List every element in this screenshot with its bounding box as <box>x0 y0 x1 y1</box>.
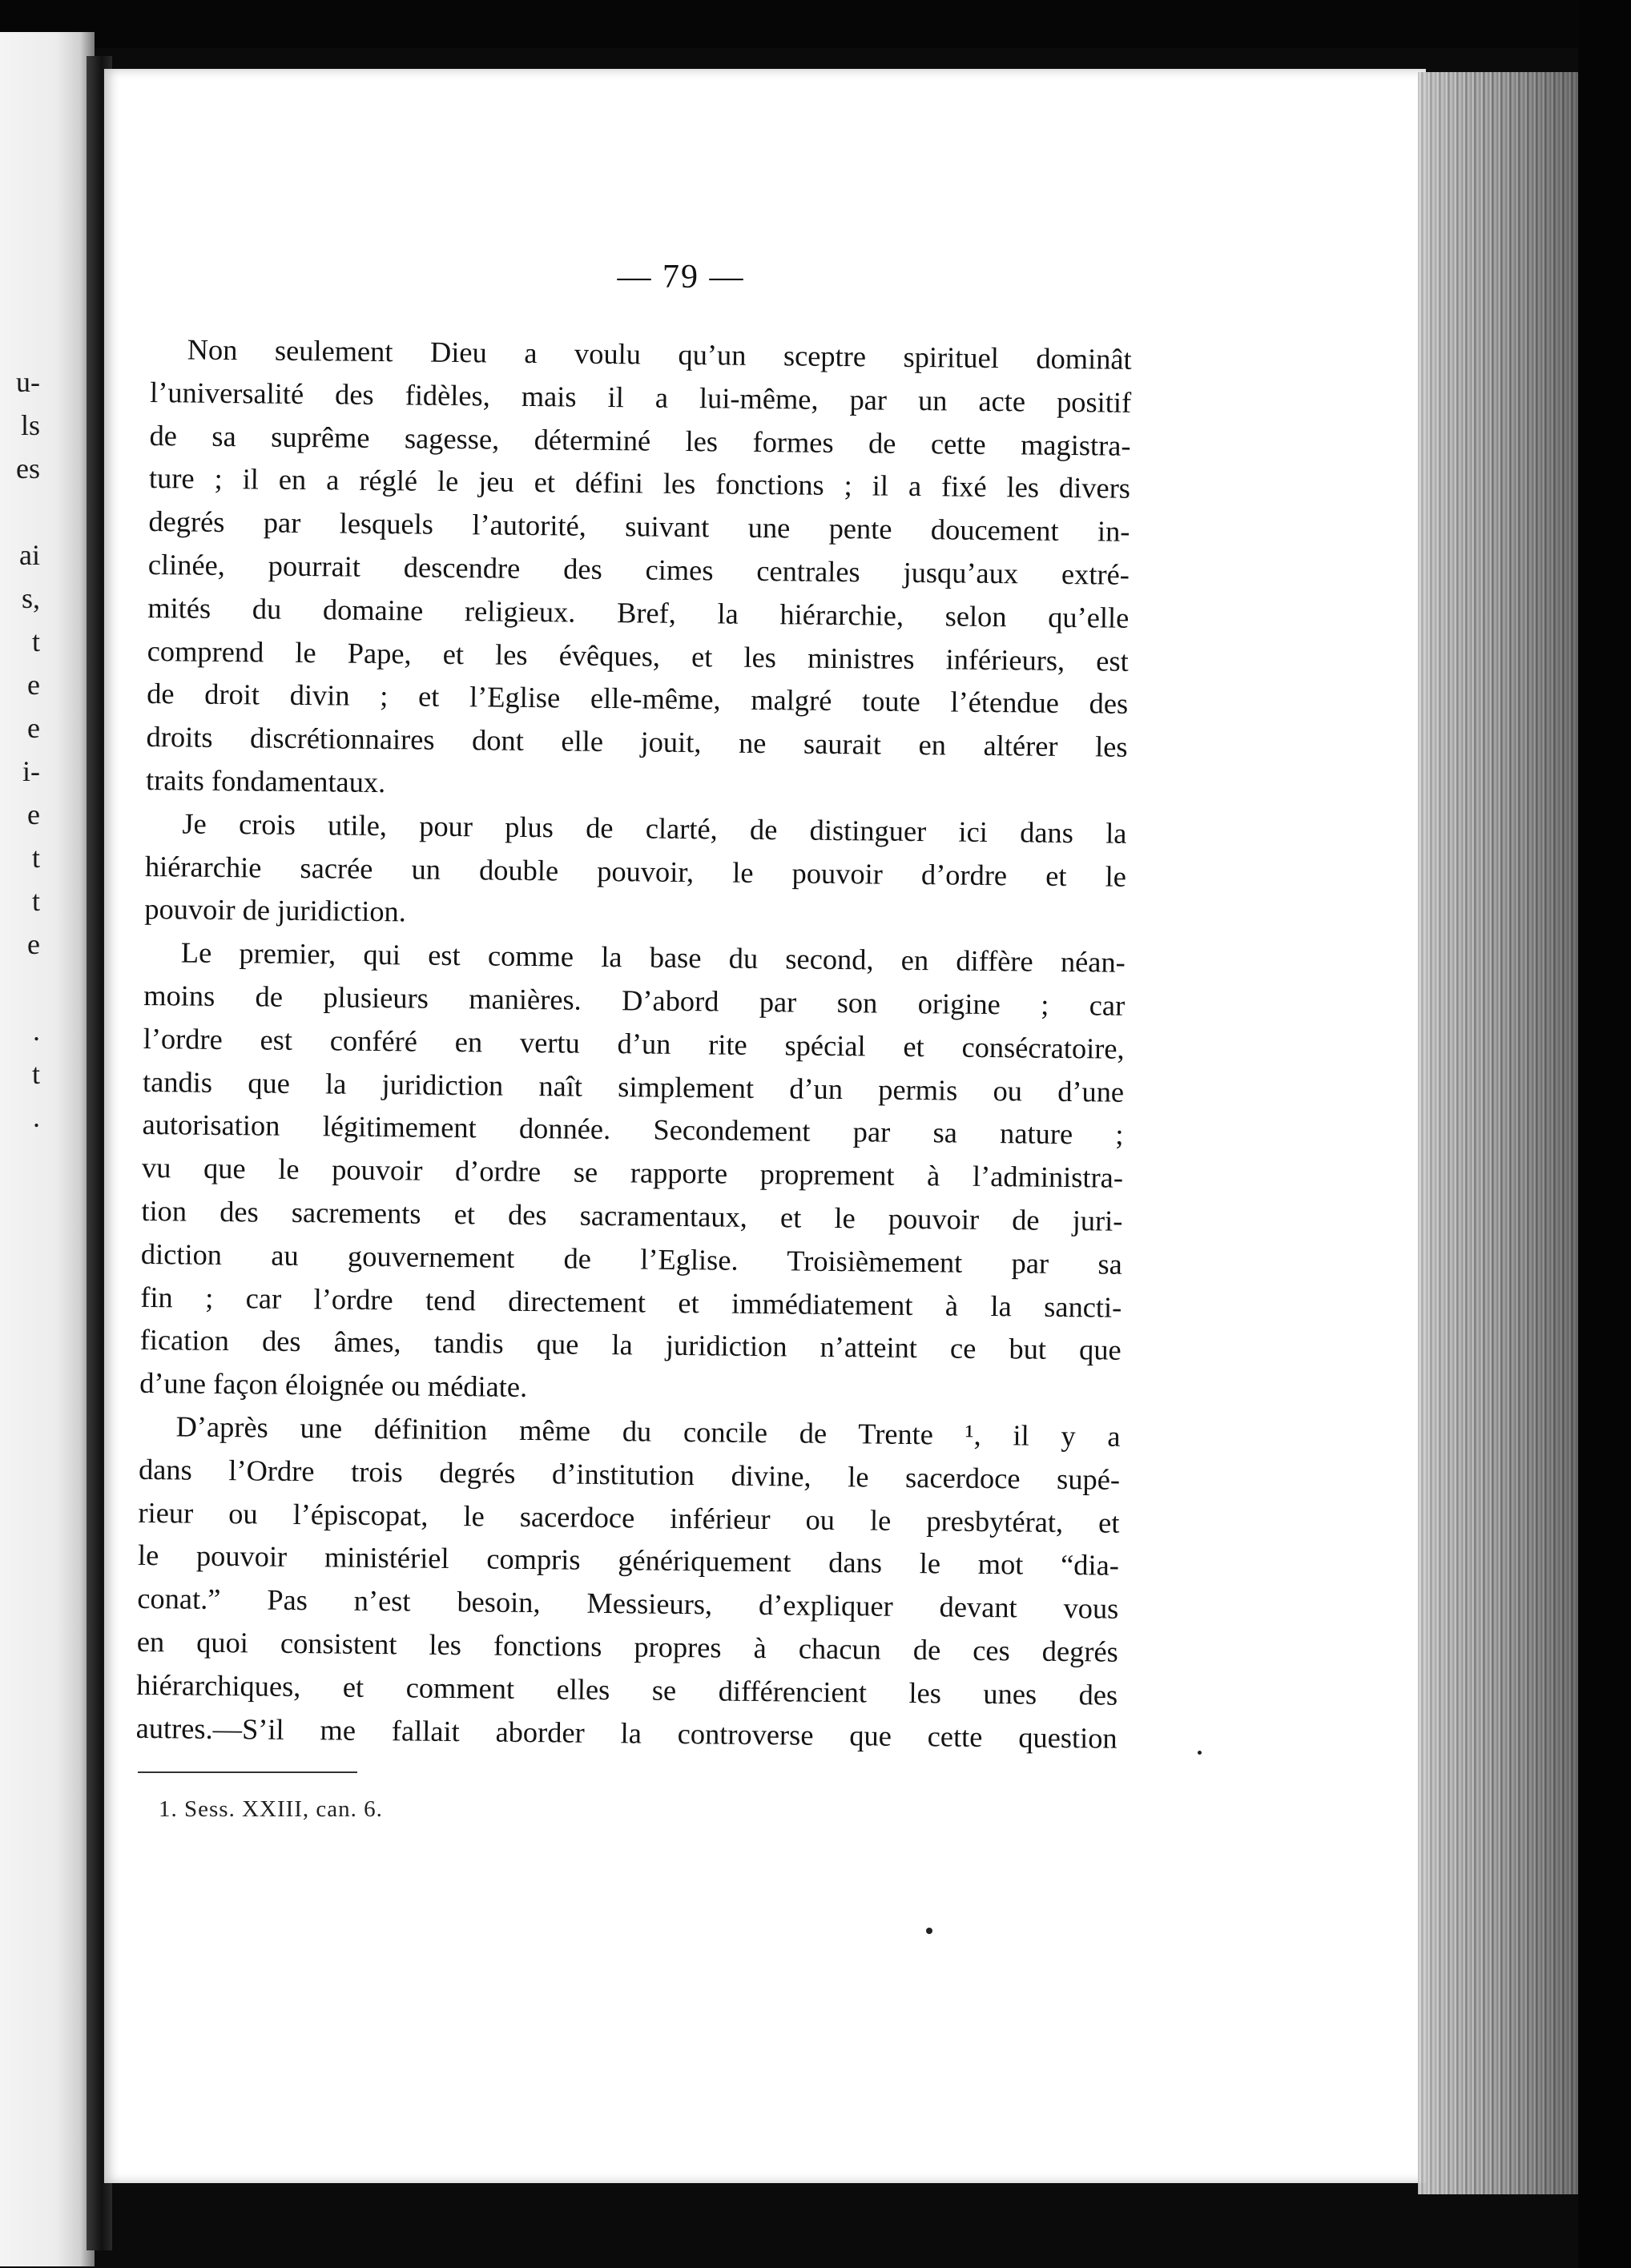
left-page-text-fragments <box>0 360 40 1139</box>
text-line: tandis que la juridiction naît simplement d’un permis ou d’une <box>142 1065 1125 1108</box>
text-line: hiérarchie sacrée un double pouvoir, le pouvoir d’ordre et le <box>144 850 1127 893</box>
text-line: dans l’Ordre trois degrés d’institution divine, le sacerdoce supé- <box>138 1453 1121 1496</box>
scan-border-top <box>0 0 1631 48</box>
text-line: droits discrétionnaires dont elle jouit, ne saurait en altérer les <box>146 721 1128 763</box>
fragment: e <box>27 928 40 960</box>
text-line: comprend le Pape, et les évêques, et les ministres inférieurs, est <box>147 634 1129 678</box>
text-line: Le premier, qui est comme la base du second, en diffère néan- <box>180 936 1126 979</box>
footnote-rule <box>138 1771 357 1773</box>
fragment <box>0 966 40 1009</box>
body-text <box>135 328 1132 1760</box>
text-line: conat.” Pas n’est besoin, Messieurs, d’expliquer devant vous <box>137 1582 1119 1625</box>
left-page-edge <box>0 32 95 2266</box>
text-line: fin ; car l’ordre tend directement et immédiatement à la sancti- <box>140 1281 1122 1324</box>
text-line: de droit divin ; et l’Eglise elle-même, malgré toute l’étendue des <box>147 678 1129 721</box>
text-line: d’une façon éloignée ou médiate. <box>139 1367 528 1404</box>
fragment: . <box>33 1101 40 1133</box>
page-number: — 79 — <box>617 259 745 296</box>
text-line: l’universalité des fidèles, mais il a lui-même, par un acte positif <box>149 376 1132 419</box>
scan-border-right <box>1578 0 1631 2268</box>
scan-speck <box>926 1928 932 1934</box>
fragment: i- <box>22 755 40 787</box>
scan-speck <box>1198 1751 1202 1755</box>
text-line: le pouvoir ministériel compris génériquement dans le mot “dia- <box>137 1539 1120 1582</box>
text-line: autorisation légitimement donnée. Secondement par sa nature ; <box>142 1108 1124 1152</box>
text-line: degrés par lesquels l’autorité, suivant une pente doucement in- <box>148 505 1130 549</box>
text-line: l’ordre est conféré en vertu d’un rite spécial et consécratoire, <box>143 1022 1125 1065</box>
text-line: clinée, pourrait descendre des cimes centrales jusqu’aux extré- <box>147 548 1130 591</box>
fragment: t <box>31 842 40 874</box>
fragment: s, <box>21 582 40 614</box>
text-line: ture ; il en a réglé le jeu et défini les fonctions ; il a fixé les divers <box>148 462 1131 505</box>
fragment: e <box>27 798 40 830</box>
text-line: vu que le pouvoir d’ordre se rapporte proprement à l’administra- <box>141 1152 1124 1194</box>
text-line: traits fondamentaux. <box>145 763 386 799</box>
fragment: e <box>27 669 40 701</box>
text-line: moins de plusieurs manières. D’abord par son origine ; car <box>143 979 1126 1022</box>
text-line: autres.—S’il me fallait aborder la controverse que cette question <box>135 1711 1118 1755</box>
fragment: es <box>16 452 40 485</box>
text-line: fication des âmes, tandis que la juridiction n’atteint ce but que <box>139 1324 1122 1367</box>
text-line: tion des sacrements et des sacramentaux, et le pouvoir de juri- <box>141 1194 1123 1237</box>
footnote: 1. Sess. XXIII, can. 6. <box>159 1796 383 1822</box>
fragment: t <box>31 625 40 657</box>
fragment: . <box>33 1015 40 1047</box>
text-line: Je crois utile, pour plus de clarté, de distinguer ici dans la <box>182 807 1127 850</box>
text-line: de sa suprême sagesse, déterminé les formes de cette magistra- <box>149 419 1131 462</box>
text-line: mités du domaine religieux. Bref, la hiérarchie, selon qu’elle <box>147 591 1130 634</box>
fragment: ls <box>20 409 40 441</box>
fragment: ai <box>19 539 40 571</box>
text-line: Non seulement Dieu a voulu qu’un sceptre spirituel dominât <box>187 333 1132 376</box>
text-line: hiérarchiques, et comment elles se différencient les unes des <box>136 1668 1118 1711</box>
text-line: rieur ou l’épiscopat, le sacerdoce inférieur ou le presbytérat, et <box>138 1496 1120 1539</box>
fragment: t <box>31 885 40 917</box>
page-stack-shading <box>1418 72 1578 2194</box>
fragment: t <box>31 1058 40 1090</box>
text-line: D’après une définition même du concile de Trente ¹, il y a <box>175 1410 1121 1453</box>
text-line: en quoi consistent les fonctions propres à chacun de ces degrés <box>136 1625 1118 1668</box>
fragment <box>0 490 40 533</box>
text-line: pouvoir de juridiction. <box>144 893 407 928</box>
fragment: u- <box>16 366 40 398</box>
text-line: diction au gouvernement de l’Eglise. Troisièmement par sa <box>140 1237 1123 1281</box>
fragment: e <box>27 712 40 744</box>
